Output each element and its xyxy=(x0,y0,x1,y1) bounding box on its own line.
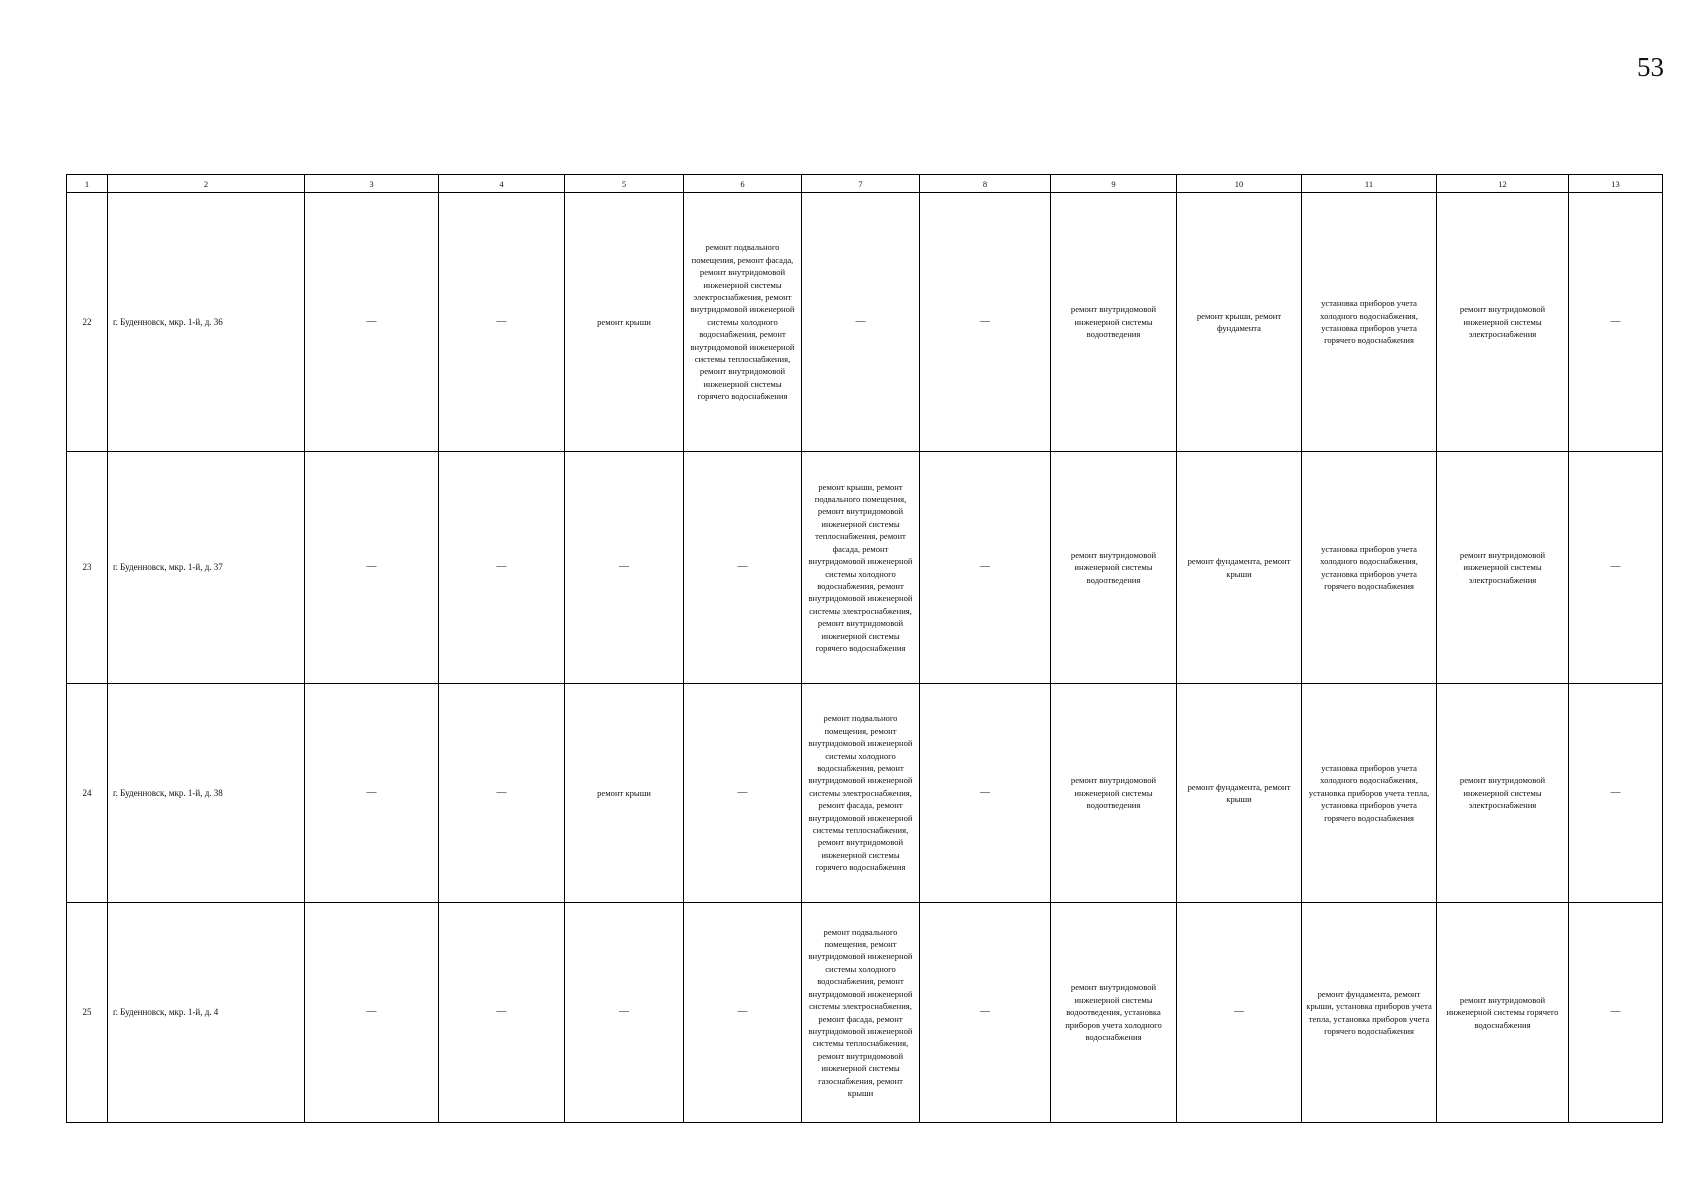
cell-col11: установка приборов учета холодного водоснабжения, установка приборов учета тепла, установка приборов учета горячего водоснабжения xyxy=(1302,684,1437,903)
row-number: 22 xyxy=(67,193,108,452)
cell-col10: ремонт фундамента, ремонт крыши xyxy=(1177,684,1302,903)
cell-col6: ремонт подвального помещения, ремонт фасада, ремонт внутридомовой инженерной системы электроснабжения, ремонт внутридомовой инженерной системы холодного водоснабжения, ремонт внутридомовой инженерной системы теплоснабжения, ремонт внутридомовой инженерной системы горячего водоснабжения xyxy=(684,193,802,452)
cell-col9: ремонт внутридомовой инженерной системы водоотведения xyxy=(1051,193,1177,452)
cell-col7: ремонт крыши, ремонт подвального помещения, ремонт внутридомовой инженерной системы теплоснабжения, ремонт фасада, ремонт внутридомовой инженерной системы холодного водоснабжения, ремонт внутридомовой инженерной системы электроснабжения, ремонт внутридомовой инженерной системы горячего водоснабжения xyxy=(802,452,920,684)
column-header: 9 xyxy=(1051,175,1177,193)
address-cell: г. Буденновск, мкр. 1-й, д. 38 xyxy=(108,684,305,903)
column-header: 4 xyxy=(439,175,565,193)
cell-col9: ремонт внутридомовой инженерной системы водоотведения, установка приборов учета холодного водоснабжения xyxy=(1051,903,1177,1123)
cell-col8: — xyxy=(920,903,1051,1123)
address-cell: г. Буденновск, мкр. 1-й, д. 36 xyxy=(108,193,305,452)
column-header: 10 xyxy=(1177,175,1302,193)
table-row xyxy=(67,452,1663,684)
cell-col13: — xyxy=(1569,193,1663,452)
cell-col6: — xyxy=(684,452,802,684)
cell-col4: — xyxy=(439,193,565,452)
cell-col5: — xyxy=(565,452,684,684)
column-header: 2 xyxy=(108,175,305,193)
cell-col10: ремонт фундамента, ремонт крыши xyxy=(1177,452,1302,684)
table-row xyxy=(67,684,1663,903)
address-cell: г. Буденновск, мкр. 1-й, д. 4 xyxy=(108,903,305,1123)
cell-col8: — xyxy=(920,684,1051,903)
row-number: 24 xyxy=(67,684,108,903)
column-header: 3 xyxy=(305,175,439,193)
header-row xyxy=(67,175,1663,193)
column-header: 11 xyxy=(1302,175,1437,193)
cell-col7: ремонт подвального помещения, ремонт внутридомовой инженерной системы холодного водоснабжения, ремонт внутридомовой инженерной системы электроснабжения, ремонт фасада, ремонт внутридомовой инженерной системы теплоснабжения, ремонт внутридомовой инженерной системы газоснабжения, ремонт крыши xyxy=(802,903,920,1123)
cell-col8: — xyxy=(920,193,1051,452)
cell-col12: ремонт внутридомовой инженерной системы горячего водоснабжения xyxy=(1437,903,1569,1123)
cell-col10: — xyxy=(1177,903,1302,1123)
cell-col6: — xyxy=(684,684,802,903)
cell-col3: — xyxy=(305,193,439,452)
cell-col3: — xyxy=(305,452,439,684)
cell-col8: — xyxy=(920,452,1051,684)
cell-col12: ремонт внутридомовой инженерной системы электроснабжения xyxy=(1437,193,1569,452)
column-header: 6 xyxy=(684,175,802,193)
cell-col4: — xyxy=(439,903,565,1123)
column-header: 12 xyxy=(1437,175,1569,193)
column-header: 8 xyxy=(920,175,1051,193)
row-number: 25 xyxy=(67,903,108,1123)
cell-col7: ремонт подвального помещения, ремонт внутридомовой инженерной системы холодного водоснабжения, ремонт внутридомовой инженерной системы электроснабжения, ремонт фасада, ремонт внутридомовой инженерной системы теплоснабжения, ремонт внутридомовой инженерной системы горячего водоснабжения xyxy=(802,684,920,903)
cell-col5: ремонт крыши xyxy=(565,193,684,452)
column-header: 1 xyxy=(67,175,108,193)
cell-col6: — xyxy=(684,903,802,1123)
cell-col11: установка приборов учета холодного водоснабжения, установка приборов учета горячего водоснабжения xyxy=(1302,452,1437,684)
cell-col11: установка приборов учета холодного водоснабжения, установка приборов учета горячего водоснабжения xyxy=(1302,193,1437,452)
cell-col13: — xyxy=(1569,684,1663,903)
cell-col9: ремонт внутридомовой инженерной системы водоотведения xyxy=(1051,452,1177,684)
cell-col12: ремонт внутридомовой инженерной системы электроснабжения xyxy=(1437,684,1569,903)
table-row xyxy=(67,193,1663,452)
cell-col13: — xyxy=(1569,452,1663,684)
cell-col3: — xyxy=(305,903,439,1123)
table-row xyxy=(67,903,1663,1123)
address-cell: г. Буденновск, мкр. 1-й, д. 37 xyxy=(108,452,305,684)
column-header: 5 xyxy=(565,175,684,193)
cell-col4: — xyxy=(439,684,565,903)
cell-col3: — xyxy=(305,684,439,903)
cell-col5: — xyxy=(565,903,684,1123)
repair-schedule-table xyxy=(66,174,1663,1123)
column-header: 7 xyxy=(802,175,920,193)
page-number: 53 xyxy=(1637,52,1664,82)
cell-col9: ремонт внутридомовой инженерной системы водоотведения xyxy=(1051,684,1177,903)
cell-col4: — xyxy=(439,452,565,684)
cell-col11: ремонт фундамента, ремонт крыши, установка приборов учета тепла, установка приборов учета горячего водоснабжения xyxy=(1302,903,1437,1123)
cell-col5: ремонт крыши xyxy=(565,684,684,903)
column-header: 13 xyxy=(1569,175,1663,193)
row-number: 23 xyxy=(67,452,108,684)
cell-col10: ремонт крыши, ремонт фундамента xyxy=(1177,193,1302,452)
cell-col13: — xyxy=(1569,903,1663,1123)
cell-col7: — xyxy=(802,193,920,452)
cell-col12: ремонт внутридомовой инженерной системы электроснабжения xyxy=(1437,452,1569,684)
